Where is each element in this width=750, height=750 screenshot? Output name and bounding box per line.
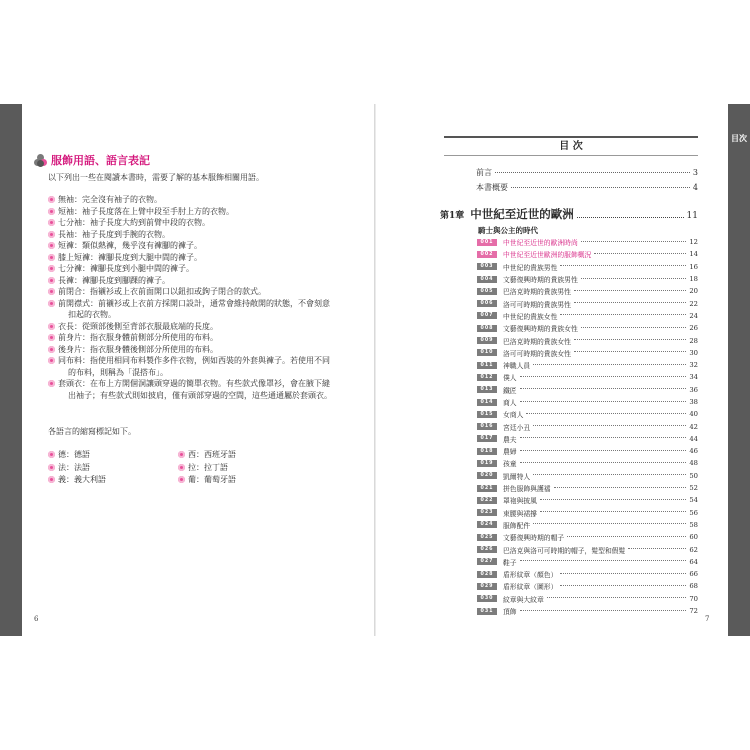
entry-page: 44: [689, 434, 698, 443]
entry-page: 54: [689, 496, 698, 505]
dot-leader: [581, 241, 687, 242]
term-text: [58, 275, 364, 287]
entry-number-badge: 019: [477, 460, 497, 467]
entry-page: 38: [689, 398, 698, 406]
chapter-heading[interactable]: [440, 206, 698, 222]
entry-page: 58: [689, 520, 698, 529]
entry-page: 60: [689, 533, 698, 542]
abbr-item: [48, 449, 178, 462]
dot-leader: [540, 499, 686, 500]
toc-entry[interactable]: [477, 420, 698, 432]
entry-page: 4: [692, 182, 698, 192]
entry-label: 鞋子: [503, 558, 517, 567]
entry-number-badge: 018: [477, 448, 497, 455]
dot-leader: [540, 511, 686, 512]
bullet-icon: [48, 265, 55, 272]
entry-number-badge: 003: [477, 263, 497, 270]
term-line: 膝上短褲：褲腳長度到大腿中間的褲子。: [58, 252, 202, 262]
term-line: 短褲：類似熱褲，幾乎沒有褲腳的褲子。: [58, 241, 202, 250]
entry-number-badge: 029: [477, 583, 497, 590]
entry-label: 凱爾特人: [503, 472, 531, 481]
entry-number-badge: 027: [477, 558, 497, 565]
entry-page: 40: [689, 410, 698, 419]
abbr-text: 拉：拉丁語: [188, 462, 228, 472]
entry-label: 服飾配件: [503, 521, 531, 530]
dot-leader: [574, 351, 686, 352]
term-line: 短袖：袖子長度落在上臂中段至手肘上方的衣物。: [58, 206, 234, 216]
term-item: [48, 378, 364, 401]
entry-page: 36: [689, 385, 698, 394]
entry-label: 巴洛克時期的貴族女性: [503, 337, 571, 346]
dot-leader: [495, 172, 690, 173]
bullet-icon: [48, 277, 55, 284]
toc-entry[interactable]: [477, 285, 698, 297]
entry-number-badge: 026: [477, 546, 497, 553]
toc-entry[interactable]: [477, 445, 698, 457]
entry-label: 中世紀的貴族女性: [503, 312, 558, 321]
dot-leader: [574, 339, 686, 340]
entry-label: 洛可可時期的貴族女性: [503, 349, 571, 358]
toc-entry[interactable]: [477, 310, 698, 322]
term-item: [48, 355, 364, 378]
entry-label: 盾形紋章（顏色）: [503, 571, 558, 580]
entry-label: 農夫: [503, 435, 517, 444]
entry-label: 農婦: [503, 448, 517, 457]
bullet-icon: [48, 219, 55, 226]
entry-page: 20: [689, 287, 698, 296]
term-item: [48, 321, 364, 333]
dot-leader: [547, 597, 687, 598]
term-item: [48, 240, 364, 252]
entry-number-badge: 031: [477, 608, 497, 615]
entry-number-badge: 009: [477, 337, 497, 344]
entry-page: 52: [689, 484, 698, 493]
entry-label: 罩袍與披風: [503, 497, 537, 506]
term-item: [48, 194, 364, 206]
term-list: [48, 194, 364, 401]
toc-entry[interactable]: [477, 482, 698, 494]
term-item: [48, 252, 364, 264]
bullet-icon: [48, 254, 55, 261]
term-line: 前開襟式：前襯衫或上衣前方採開口設計，通常會維持敞開的狀態，不會刻意: [58, 298, 330, 308]
term-text: [58, 240, 364, 252]
term-line: 出袖子；有些款式則如披肩，僅有頭部穿過的空間，這些通通屬於套頭衣。: [68, 390, 332, 400]
dot-leader: [520, 462, 687, 463]
dot-leader: [574, 302, 686, 303]
dot-leader: [520, 388, 687, 389]
entry-number-badge: 021: [477, 485, 497, 492]
toc-entries: [477, 236, 698, 617]
dot-leader: [594, 253, 686, 254]
intro-text: 以下列出一些在閱讀本書時，需要了解的基本服飾相關用語。: [48, 173, 264, 182]
entry-label: 鐵匠: [503, 386, 517, 395]
entry-label: 拼色服飾與護襠: [503, 485, 551, 494]
dot-leader: [581, 278, 687, 279]
entry-page: 3: [692, 168, 698, 177]
term-item: [48, 217, 364, 229]
abbr-text: 葡：葡萄牙語: [188, 475, 236, 484]
dot-leader: [520, 450, 687, 451]
toc-entry[interactable]: [477, 297, 698, 309]
abbr-item: [178, 474, 308, 487]
abbr-intro: 各語言的縮寫標記如下。: [48, 427, 136, 436]
term-text: [58, 217, 364, 229]
toc-entry[interactable]: [477, 248, 698, 260]
entry-page: 72: [689, 607, 698, 616]
front-matter-entry[interactable]: [476, 181, 698, 196]
entry-number-badge: 016: [477, 423, 497, 430]
bullet-icon: [48, 208, 55, 215]
entry-number-badge: 022: [477, 497, 497, 504]
toc-entry[interactable]: [477, 396, 698, 408]
abbr-text: 義：義大利語: [58, 475, 106, 484]
entry-page: 48: [689, 459, 698, 468]
bullet-icon: [48, 231, 55, 238]
entry-label: 中世紀至近世歐洲的服飾概況: [503, 251, 592, 260]
entry-label: 前言: [476, 168, 492, 177]
term-text: [58, 194, 364, 206]
toc-entry[interactable]: [477, 322, 698, 334]
term-text: [58, 344, 364, 356]
entry-page: 34: [689, 373, 698, 382]
abbr-item: [178, 462, 308, 475]
bullet-icon: [48, 464, 55, 471]
dot-leader: [533, 523, 686, 524]
abbr-item: [48, 462, 178, 475]
entry-page: 68: [689, 582, 698, 591]
front-matter-entry[interactable]: [476, 166, 698, 181]
abbr-text: 西：西班牙語: [188, 450, 236, 459]
entry-label: 女商人: [503, 411, 524, 420]
dot-leader: [520, 376, 687, 377]
toc-entry[interactable]: [477, 433, 698, 445]
entry-label: 僕人: [503, 374, 517, 383]
entry-label: 商人: [503, 399, 517, 407]
toc-entry[interactable]: [477, 470, 698, 482]
entry-page: 66: [689, 570, 698, 579]
entry-number-badge: 001: [477, 239, 497, 246]
dot-leader: [554, 487, 687, 488]
page-number-right: 7: [705, 615, 710, 623]
entry-page: 22: [689, 299, 698, 308]
entry-number-badge: 010: [477, 349, 497, 356]
flower-icon: [34, 154, 47, 167]
dot-leader: [520, 401, 687, 402]
abbr-text: 德：德語: [58, 450, 90, 459]
toc-entry[interactable]: [477, 519, 698, 531]
entry-number-badge: 015: [477, 411, 497, 418]
toc-entry[interactable]: [477, 347, 698, 359]
bullet-icon: [48, 451, 55, 458]
term-item: [48, 332, 364, 344]
toc-entry[interactable]: [477, 408, 698, 420]
dot-leader: [520, 437, 687, 438]
entry-number-badge: 011: [477, 362, 497, 369]
dot-leader: [628, 548, 686, 549]
term-text: [58, 298, 364, 321]
toc-entry[interactable]: [477, 531, 698, 543]
bullet-icon: [48, 323, 55, 330]
bullet-icon: [48, 476, 55, 483]
chapter-label: 第1章: [440, 211, 465, 221]
dot-leader: [560, 573, 686, 574]
bullet-icon: [48, 288, 55, 295]
term-item: [48, 263, 364, 275]
term-line: 長袖：袖子長度到手腕的衣物。: [58, 229, 170, 239]
bullet-icon: [178, 476, 185, 483]
term-line: 前閉合：指襯衫或上衣前面開口以鈕扣或鉤子閉合的款式。: [58, 287, 266, 296]
bullet-icon: [178, 464, 185, 471]
bullet-icon: [48, 196, 55, 203]
term-text: [58, 355, 364, 378]
entry-page: 70: [689, 594, 698, 603]
toc-entry[interactable]: [477, 359, 698, 371]
dot-leader: [577, 217, 684, 218]
entry-number-badge: 008: [477, 325, 497, 332]
left-edge-strip: [0, 104, 22, 636]
entry-label: 文藝復興時期的貴族女性: [503, 325, 578, 334]
entry-label: 盾形紋章（圖形）: [503, 583, 558, 592]
dot-leader: [560, 585, 686, 586]
toc-entry[interactable]: [477, 384, 698, 396]
chapter-subtitle: 騎士與公主的時代: [478, 226, 538, 235]
dot-leader: [533, 425, 686, 426]
entry-label: 巴洛克時期的貴族男性: [503, 288, 571, 297]
bullet-icon: [48, 380, 55, 387]
chapter-title: 中世紀至近世的歐洲: [470, 207, 574, 221]
term-text: [58, 206, 364, 218]
entry-number-badge: 007: [477, 312, 497, 319]
toc-entry[interactable]: [477, 261, 698, 273]
entry-page: 42: [689, 422, 698, 431]
entry-label: 頂飾: [503, 608, 517, 617]
entry-label: 孩童: [503, 460, 517, 469]
term-text: [58, 286, 364, 298]
term-item: [48, 206, 364, 218]
entry-page: 46: [689, 447, 698, 456]
entry-label: 文藝復興時期的帽子: [503, 534, 565, 543]
entry-page: 56: [689, 508, 698, 517]
book-spread: [0, 104, 750, 636]
entry-label: 本書概要: [476, 182, 508, 192]
toc-entry[interactable]: [477, 605, 698, 617]
term-line: 扣起的衣物。: [68, 310, 116, 319]
term-text: [58, 263, 364, 275]
entry-label: 中世紀的貴族男性: [503, 263, 558, 272]
entry-page: 32: [689, 361, 698, 370]
entry-page: 28: [689, 336, 698, 345]
entry-label: 中世紀至近世的歐洲時尚: [503, 239, 578, 248]
term-text: [58, 321, 364, 333]
dot-leader: [520, 610, 687, 611]
toc-entry[interactable]: [477, 334, 698, 346]
book-spine: [374, 104, 376, 636]
entry-number-badge: 023: [477, 509, 497, 516]
entry-page: 16: [689, 262, 698, 271]
term-line: 套頭衣：在布上方開個洞讓頭穿過的簡單衣物。有些款式像罩衫，會在腋下縫: [58, 379, 330, 388]
term-line: 長褲：褲腳長度到腳踝的褲子。: [58, 275, 170, 285]
entry-label: 洛可可時期的貴族男性: [503, 300, 571, 309]
term-line: 前身片：指衣服身體前側部分所使用的布料。: [58, 333, 218, 342]
entry-number-badge: 006: [477, 300, 497, 307]
front-matter-list: [476, 166, 698, 195]
toc-entry[interactable]: [477, 568, 698, 580]
entry-number-badge: 002: [477, 251, 497, 258]
abbr-item: [48, 474, 178, 487]
entry-number-badge: 020: [477, 472, 497, 479]
dot-leader: [560, 265, 686, 266]
term-line: 七分袖：袖子長度大約到前臂中段的衣物。: [58, 218, 210, 227]
entry-page: 26: [689, 324, 698, 333]
dot-leader: [581, 327, 687, 328]
toc-entry[interactable]: [477, 457, 698, 469]
entry-number-badge: 030: [477, 595, 497, 602]
toc-entry[interactable]: [477, 273, 698, 285]
term-line: 無袖：完全沒有袖子的衣物。: [58, 195, 162, 204]
term-text: [58, 332, 364, 344]
toc-entry[interactable]: [477, 236, 698, 248]
entry-page: 12: [689, 238, 698, 247]
entry-page: 18: [689, 275, 698, 284]
term-item: [48, 298, 364, 321]
toc-entry[interactable]: [477, 371, 698, 383]
entry-label: 宮廷小丑: [503, 423, 531, 432]
bullet-icon: [48, 357, 55, 364]
term-item: [48, 275, 364, 287]
toc-title: 目 次: [444, 136, 698, 156]
dot-leader: [520, 560, 687, 561]
entry-page: 14: [689, 250, 698, 259]
bullet-icon: [48, 300, 55, 307]
section-title: 服飾用語、語言表記: [51, 154, 150, 167]
section-heading: [34, 152, 150, 168]
bullet-icon: [48, 242, 55, 249]
toc-entry[interactable]: [477, 593, 698, 605]
term-text: [58, 252, 364, 264]
bullet-icon: [48, 334, 55, 341]
right-edge-strip: [728, 104, 750, 636]
bullet-icon: [48, 346, 55, 353]
entry-page: 30: [689, 348, 698, 357]
bullet-icon: [178, 451, 185, 458]
term-item: [48, 344, 364, 356]
page-number-left: 6: [34, 615, 39, 623]
entry-number-badge: 005: [477, 288, 497, 295]
toc-entry[interactable]: [477, 580, 698, 592]
entry-page: 62: [689, 545, 698, 554]
term-line: 後身片：指衣服身體後側部分所使用的布料。: [58, 344, 218, 354]
dot-leader: [533, 474, 686, 475]
entry-number-badge: 013: [477, 386, 497, 393]
dot-leader: [560, 314, 686, 315]
term-text: [58, 378, 364, 401]
abbr-item: [178, 449, 308, 462]
toc-entry[interactable]: [477, 543, 698, 555]
chapter-page: 11: [686, 211, 698, 221]
dot-leader: [574, 290, 686, 291]
entry-number-badge: 012: [477, 374, 497, 381]
entry-label: 文藝復興時期的貴族男性: [503, 276, 578, 285]
toc-entry[interactable]: [477, 507, 698, 519]
toc-entry[interactable]: [477, 494, 698, 506]
term-text: [58, 229, 364, 241]
abbr-text: 法：法語: [58, 462, 90, 472]
entry-number-badge: 014: [477, 399, 497, 406]
dot-leader: [526, 413, 686, 414]
term-item: [48, 286, 364, 298]
entry-number-badge: 028: [477, 571, 497, 578]
abbr-list: [48, 449, 308, 487]
entry-number-badge: 004: [477, 276, 497, 283]
entry-page: 50: [689, 471, 698, 480]
entry-label: 巴洛克與洛可可時期的帽子，髮型和假髮: [503, 546, 626, 555]
entry-page: 64: [689, 557, 698, 566]
entry-label: 紋章與大紋章: [503, 595, 544, 604]
term-line: 七分褲：褲腳長度到小腿中間的褲子。: [58, 264, 194, 273]
entry-number-badge: 017: [477, 435, 497, 442]
dot-leader: [511, 187, 690, 188]
term-line: 衣長：從頸部後側至背部衣服最底端的長度。: [58, 321, 218, 331]
toc-entry[interactable]: [477, 556, 698, 568]
term-item: [48, 229, 364, 241]
dot-leader: [567, 536, 686, 537]
term-line: 的布料，則稱為「混搭布」。: [68, 367, 168, 377]
term-line: 同布料：指使用相同布料製作多件衣物，例如西裝的外套與褲子。若使用不同: [58, 356, 330, 365]
entry-number-badge: 024: [477, 521, 497, 528]
entry-number-badge: 025: [477, 534, 497, 541]
entry-label: 神職人員: [503, 362, 531, 371]
entry-label: 束腰與裙撐: [503, 509, 537, 518]
side-tab: 目次: [731, 133, 747, 143]
entry-page: 24: [689, 311, 698, 320]
dot-leader: [533, 364, 686, 365]
